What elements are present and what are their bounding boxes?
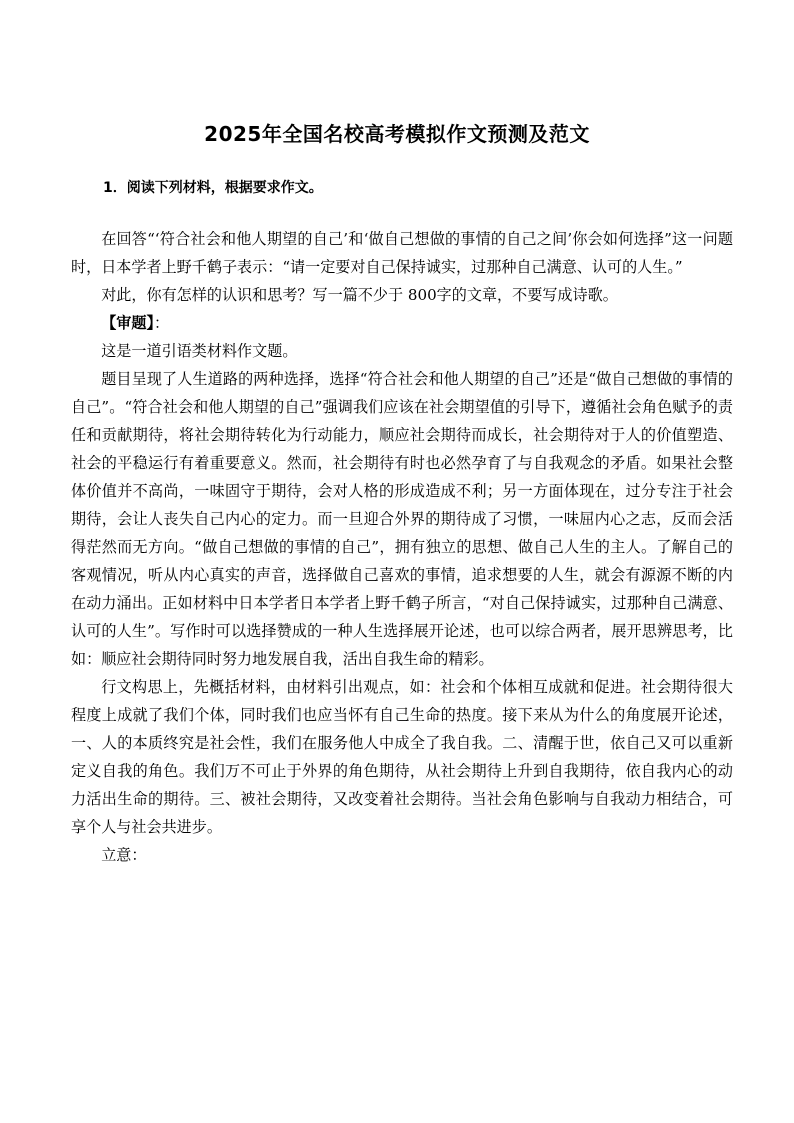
question-heading: 1．阅读下列材料，根据要求作文。 [103,180,323,196]
intent-heading: 立意： [101,846,147,864]
review-label: 【审题】 [101,314,155,332]
document-title: 2025年全国名校高考模拟作文预测及范文 [204,122,590,146]
prompt-paragraph: 对此，你有怎样的认识和思考？写一篇不少于 800字的文章，不要写成诗歌。 [101,286,618,304]
document-body [71,225,733,869]
structure-paragraph: 行文构思上，先概括材料，由材料引出观点，如：社会和个体相互成就和促进。社会期待很大程度上成就了我们个体，同时我们也应当怀有自己生命的热度。接下来从为什么的角度展开论述，一、人的本质终究是社会性，我们在服务他人中成全了我自我。二、清醒于世，依自己又可以重新定义自我的角色。我们万不可止于外界的角色期待，从社会期待上升到自我期待，依自我内心的动力活出生命的期待。三、被社会期待，又改变着社会期待。当社会角色影响与自我动力相结合，可享个人与社会共进步。 [71,678,733,836]
type-paragraph: 这是一道引语类材料作文题。 [101,342,298,360]
material-paragraph: 在回答“‘符合社会和他人期望的自己’和‘做自己想做的事情的自己之间’你会如何选择”这一问题时，日本学者上野千鹤子表示：“请一定要对自己保持诚实，过那种自己满意、认可的人生。” [71,230,733,276]
review-suffix: ： [154,314,170,332]
analysis-paragraph: 题目呈现了人生道路的两种选择，选择“符合社会和他人期望的自己”还是“做自己想做的事情的自己”。“符合社会和他人期望的自己”强调我们应该在社会期望值的引导下，遵循社会角色赋予的责任和贡献期待，将社会期待转化为行动能力，顺应社会期待而成长，社会期待对于人的价值塑造、社会的平稳运行有着重要意义。然而，社会期待有时也必然孕育了与自我观念的矛盾。如果社会整体价值并不高尚，一味固守于期待，会对人格的形成造成不利；另一方面体现在，过分专注于社会期待，会让人丧失自己内心的定力。而一旦迎合外界的期待成了习惯，一味屈内心之志，反而会活得茫然而无方向。“做自己想做的事情的自己”，拥有独立的思想、做自己人生的主人。了解自己的客观情况，听从内心真实的声音，选择做自己喜欢的事情，追求想要的人生，就会有源源不断的内在动力涌出。正如材料中日本学者日本学者上野千鹤子所言，“对自己保持诚实，过那种自己满意、认可的人生”。写作时可以选择赞成的一种人生选择展开论述，也可以综合两者，展开思辨思考，比如：顺应社会期待同时努力地发展自我，活出自我生命的精彩。 [71,370,733,668]
review-heading [71,309,733,337]
